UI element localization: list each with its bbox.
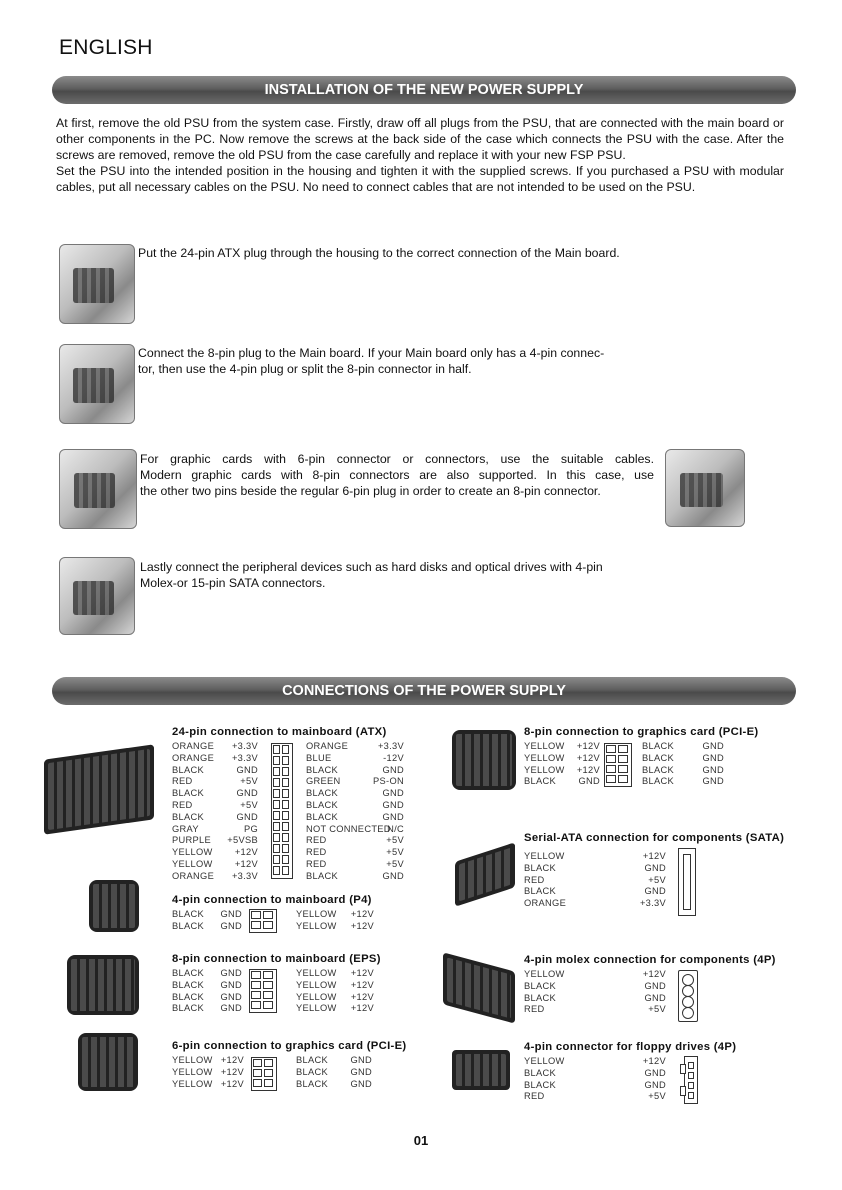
pin-voltage: +12V xyxy=(350,909,374,919)
pin-voltage: GND xyxy=(220,979,242,990)
pin-cell xyxy=(253,1069,262,1077)
wire-color: YELLOW xyxy=(524,969,565,979)
pin-voltage: PG xyxy=(243,823,258,834)
step-4-line-2: Molex-or 15-pin SATA connectors. xyxy=(140,576,326,590)
molex-title: 4-pin molex connection for components (4P) xyxy=(524,954,776,966)
p4-right-pin-table xyxy=(296,909,374,933)
pin-voltage: +12V xyxy=(576,741,600,751)
wire-color: YELLOW xyxy=(296,991,337,1002)
atx24-pin-diagram xyxy=(271,743,291,881)
pin-cell xyxy=(606,755,616,763)
pin-voltage: GND xyxy=(220,991,242,1002)
wire-color: YELLOW xyxy=(524,1056,565,1066)
pin-row xyxy=(306,753,404,765)
pin-voltage: GND xyxy=(644,1067,666,1078)
pin-cell xyxy=(251,991,261,999)
pin-row xyxy=(524,765,600,777)
pin-row xyxy=(172,741,258,753)
pin-row xyxy=(172,968,242,980)
pin-cell xyxy=(273,800,280,809)
pin-row xyxy=(306,765,404,777)
wire-color: GRAY xyxy=(172,823,199,834)
pin-row xyxy=(306,788,404,800)
pin-cell xyxy=(273,778,280,787)
pin-row xyxy=(172,1079,244,1091)
pin-voltage: +12V xyxy=(234,858,258,869)
intro-paragraph-1: At first, remove the old PSU from the system case. Firstly, draw off all plugs from the PSU, that are connected with the main board or other components in the PC. Now remove the screws at the back side of the case which connects the PSU with the case. After the screws are removed, remove the old PSU from the case carefully and replace it with your new FSP PSU. xyxy=(56,116,784,162)
pcie6-right-pin-table xyxy=(296,1055,372,1090)
pin-row xyxy=(172,1003,242,1015)
pin-row xyxy=(642,776,724,788)
pin-voltage: +5V xyxy=(386,858,404,869)
pin-cell xyxy=(253,1079,262,1087)
pcie8-right-pin-table xyxy=(642,741,724,788)
pin-voltage: GND xyxy=(236,764,258,775)
wire-color: RED xyxy=(306,847,327,858)
wire-color: BLACK xyxy=(306,811,338,822)
eight-pin-graphics-photo xyxy=(665,449,745,527)
pcie6-left-pin-table xyxy=(172,1055,244,1090)
pin-voltage: +12V xyxy=(576,752,600,763)
pin-row xyxy=(306,835,404,847)
pin-row xyxy=(172,765,258,777)
pin-voltage: +3.3V xyxy=(377,741,404,751)
pcie6-pin-diagram xyxy=(251,1057,281,1090)
pin-voltage: GND xyxy=(702,741,724,751)
pin-voltage: +3.3V xyxy=(231,741,258,751)
pin-voltage: GND xyxy=(350,1055,372,1065)
step-1-text: Put the 24-pin ATX plug through the housing to the correct connection of the Main board. xyxy=(138,246,620,260)
pin-cell xyxy=(273,767,280,776)
pin-cell xyxy=(273,745,280,754)
eps8-title: 8-pin connection to mainboard (EPS) xyxy=(172,953,381,965)
wire-color: RED xyxy=(306,858,327,869)
pin-cell xyxy=(273,822,280,831)
pin-cell xyxy=(273,833,280,842)
pin-row xyxy=(524,875,666,887)
wire-color: RED xyxy=(524,1091,545,1102)
wire-color: RED xyxy=(524,874,545,885)
pin-cell xyxy=(606,765,616,773)
pin-cell xyxy=(618,755,628,763)
wire-color: BLACK xyxy=(524,776,556,787)
peripheral-connector-photo xyxy=(59,557,135,635)
pin-row xyxy=(296,1055,372,1067)
pin-cell xyxy=(282,833,289,842)
pin-row xyxy=(642,765,724,777)
sata-pin-diagram xyxy=(678,848,696,916)
pin-voltage: GND xyxy=(236,788,258,799)
pin-row xyxy=(524,981,666,993)
pin-voltage: +12V xyxy=(220,1066,244,1077)
pin-row xyxy=(306,741,404,753)
pin-voltage: +12V xyxy=(220,1055,244,1065)
atx24-title: 24-pin connection to mainboard (ATX) xyxy=(172,726,387,738)
pin-voltage: +3.3V xyxy=(231,870,258,881)
pin-row xyxy=(306,776,404,788)
wire-color: GREEN xyxy=(306,776,341,787)
wire-color: YELLOW xyxy=(524,764,565,775)
pcie8-left-pin-table xyxy=(524,741,600,788)
wire-color: PURPLE xyxy=(172,835,212,846)
step-2-line-1: Connect the 8-pin plug to the Main board. If your Main board only has a 4-pin connec- xyxy=(138,346,605,360)
pin-row xyxy=(172,992,242,1004)
pin-voltage: GND xyxy=(382,788,404,799)
pin-cell xyxy=(251,921,261,929)
pin-cell xyxy=(263,991,273,999)
eps8-right-pin-table xyxy=(296,968,374,1015)
pin-row xyxy=(172,800,258,812)
wire-color: BLACK xyxy=(306,764,338,775)
wire-color: BLACK xyxy=(524,1079,556,1090)
step-3-line-2: Modern graphic cards with 8-pin connectors are also supported. In this case, use xyxy=(140,468,654,482)
pin-cell xyxy=(253,1059,262,1067)
pin-row xyxy=(306,859,404,871)
wire-color: YELLOW xyxy=(296,968,337,978)
wire-color: BLACK xyxy=(296,1055,328,1065)
pin-voltage: +5V xyxy=(648,874,666,885)
language-heading: ENGLISH xyxy=(59,36,153,59)
wire-color: YELLOW xyxy=(524,851,565,861)
pin-voltage: +12V xyxy=(642,1056,666,1066)
pin-cell xyxy=(273,756,280,765)
wire-color: BLUE xyxy=(306,752,332,763)
step-3-line-3: the other two pins beside the regular 6-pin plug in order to create an 8-pin connector. xyxy=(140,484,601,498)
pin-row xyxy=(524,776,600,788)
pin-voltage: GND xyxy=(702,764,724,775)
pin-cell xyxy=(282,811,289,820)
pin-row xyxy=(172,921,242,933)
pin-cell xyxy=(263,971,273,979)
pin-cell xyxy=(273,811,280,820)
pin-voltage: +12V xyxy=(576,764,600,775)
pin-row xyxy=(172,859,258,871)
pin-row xyxy=(172,1055,244,1067)
pin-cell xyxy=(263,911,273,919)
sata-title: Serial-ATA connection for components (SATA) xyxy=(524,832,785,844)
pin-row xyxy=(524,969,666,981)
pin-voltage: +5VSB xyxy=(227,835,258,846)
eight-pin-plug-photo xyxy=(59,344,135,424)
molex-pin-diagram xyxy=(678,970,698,1022)
pin-row xyxy=(172,847,258,859)
pin-row xyxy=(524,1091,666,1103)
pin-voltage: GND xyxy=(220,920,242,931)
p4-pin-diagram xyxy=(249,909,281,931)
pin-row xyxy=(172,812,258,824)
pin-row xyxy=(306,800,404,812)
wire-color: BLACK xyxy=(172,968,204,978)
pin-row xyxy=(172,980,242,992)
pin-row xyxy=(524,1004,666,1016)
wire-color: BLACK xyxy=(524,992,556,1003)
pin-voltage: GND xyxy=(350,1078,372,1089)
wire-color: YELLOW xyxy=(172,858,213,869)
pin-row xyxy=(524,993,666,1005)
pin-voltage: GND xyxy=(644,980,666,991)
pin-voltage: GND xyxy=(220,968,242,978)
wire-color: RED xyxy=(172,799,193,810)
floppy-pin-table xyxy=(524,1056,666,1103)
molex-connector-image xyxy=(443,952,515,1023)
pin-voltage: GND xyxy=(578,776,600,787)
pin-voltage: +5V xyxy=(240,776,258,787)
pin-voltage: +12V xyxy=(350,991,374,1002)
pin-cell xyxy=(618,775,628,783)
atx-plug-photo xyxy=(59,244,135,324)
wire-color: BLACK xyxy=(524,980,556,991)
pin-voltage: GND xyxy=(382,764,404,775)
molex-pin-table xyxy=(524,969,666,1016)
wire-color: YELLOW xyxy=(296,909,337,919)
floppy-connector-image xyxy=(452,1050,510,1090)
pin-cell xyxy=(263,1001,273,1009)
pin-cell xyxy=(282,756,289,765)
pin-cell xyxy=(263,981,273,989)
pin-row xyxy=(524,1068,666,1080)
step-3-text xyxy=(140,451,654,499)
page-number: 01 xyxy=(413,1133,429,1148)
wire-color: BLACK xyxy=(642,752,674,763)
atx24-connector-image xyxy=(44,744,154,834)
pin-row xyxy=(524,741,600,753)
pin-cell xyxy=(618,745,628,753)
pin-voltage: +12V xyxy=(350,968,374,978)
pin-row xyxy=(172,871,258,883)
sata-connector-image xyxy=(455,842,515,906)
pin-row xyxy=(296,968,374,980)
pin-cell xyxy=(606,745,616,753)
pin-row xyxy=(296,992,374,1004)
wire-color: BLACK xyxy=(524,862,556,873)
pin-voltage: +12V xyxy=(350,920,374,931)
wire-color: ORANGE xyxy=(172,870,215,881)
installation-intro xyxy=(56,115,784,195)
pin-voltage: +5V xyxy=(648,1091,666,1102)
pin-row xyxy=(296,1003,374,1015)
pcie8-title: 8-pin connection to graphics card (PCI-E) xyxy=(524,726,759,738)
wire-color: BLACK xyxy=(172,788,204,799)
floppy-pin-diagram xyxy=(680,1056,702,1104)
pin-voltage: +12V xyxy=(220,1078,244,1089)
pin-row xyxy=(524,863,666,875)
wire-color: BLACK xyxy=(306,799,338,810)
wire-color: YELLOW xyxy=(172,1055,213,1065)
wire-color: RED xyxy=(524,1004,545,1015)
pin-cell xyxy=(264,1059,273,1067)
pin-voltage: GND xyxy=(644,992,666,1003)
wire-color: YELLOW xyxy=(296,920,337,931)
pin-row xyxy=(524,1080,666,1092)
pin-row xyxy=(172,909,242,921)
step-2-line-2: tor, then use the 4-pin plug or split the 8-pin connector in half. xyxy=(138,362,472,376)
wire-color: BLACK xyxy=(642,741,674,751)
wire-color: RED xyxy=(172,776,193,787)
pin-row xyxy=(172,753,258,765)
wire-color: BLACK xyxy=(642,764,674,775)
pin-voltage: +5V xyxy=(648,1004,666,1015)
pin-cell xyxy=(282,866,289,875)
pin-cell xyxy=(282,778,289,787)
pin-cell xyxy=(282,855,289,864)
wire-color: YELLOW xyxy=(172,1078,213,1089)
pin-voltage: +3.3V xyxy=(231,752,258,763)
pin-row xyxy=(524,886,666,898)
wire-color: YELLOW xyxy=(524,741,565,751)
pin-row xyxy=(642,741,724,753)
atx24-right-pin-table xyxy=(306,741,404,883)
pin-row xyxy=(306,847,404,859)
wire-color: BLACK xyxy=(172,811,204,822)
wire-color: RED xyxy=(306,835,327,846)
step-4-line-1: Lastly connect the peripheral devices such as hard disks and optical drives with 4-pin xyxy=(140,560,603,574)
pin-voltage: GND xyxy=(236,811,258,822)
pin-voltage: N/C xyxy=(387,823,404,834)
floppy-title: 4-pin connector for floppy drives (4P) xyxy=(524,1041,737,1053)
pin-voltage: -12V xyxy=(383,752,404,763)
pin-row xyxy=(306,812,404,824)
p4-connector-image xyxy=(89,880,139,932)
pin-row xyxy=(296,909,374,921)
pin-cell xyxy=(264,1069,273,1077)
pin-cell xyxy=(273,844,280,853)
pin-cell xyxy=(282,789,289,798)
pin-voltage: +5V xyxy=(386,835,404,846)
pin-row xyxy=(306,824,404,836)
pin-voltage: PS-ON xyxy=(373,776,404,787)
pin-voltage: GND xyxy=(702,776,724,787)
wire-color: BLACK xyxy=(172,764,204,775)
wire-color: YELLOW xyxy=(524,752,565,763)
pin-row xyxy=(172,788,258,800)
sata-pin-table xyxy=(524,851,666,910)
pcie8-pin-diagram xyxy=(604,743,638,788)
pin-row xyxy=(296,921,374,933)
pin-voltage: GND xyxy=(644,862,666,873)
installation-section-banner: INSTALLATION OF THE NEW POWER SUPPLY xyxy=(52,76,796,104)
wire-color: BLACK xyxy=(172,1003,204,1014)
pin-cell xyxy=(282,767,289,776)
pin-row xyxy=(524,898,666,910)
pin-voltage: GND xyxy=(382,811,404,822)
pin-row xyxy=(296,980,374,992)
wire-color: BLACK xyxy=(172,920,204,931)
wire-color: BLACK xyxy=(296,1078,328,1089)
wire-color: BLACK xyxy=(172,979,204,990)
wire-color: YELLOW xyxy=(172,847,213,858)
wire-color: BLACK xyxy=(306,788,338,799)
wire-color: BLACK xyxy=(172,991,204,1002)
wire-color: BLACK xyxy=(306,870,338,881)
pin-row xyxy=(524,753,600,765)
eps8-connector-image xyxy=(67,955,139,1015)
p4-title: 4-pin connection to mainboard (P4) xyxy=(172,894,372,906)
pin-voltage: GND xyxy=(220,1003,242,1014)
pin-cell xyxy=(251,981,261,989)
pin-voltage: +5V xyxy=(240,799,258,810)
pcie6-title: 6-pin connection to graphics card (PCI-E) xyxy=(172,1040,407,1052)
pin-cell xyxy=(282,745,289,754)
pin-row xyxy=(172,824,258,836)
connections-section-banner: CONNECTIONS OF THE POWER SUPPLY xyxy=(52,677,796,705)
pin-row xyxy=(296,1067,372,1079)
pcie6-connector-image xyxy=(78,1033,138,1091)
pin-cell xyxy=(264,1079,273,1087)
pin-row xyxy=(172,776,258,788)
wire-color: BLACK xyxy=(296,1066,328,1077)
pin-row xyxy=(642,753,724,765)
pin-cell xyxy=(273,855,280,864)
step-4-text xyxy=(140,559,603,591)
intro-paragraph-2: Set the PSU into the intended position in the housing and tighten it with the supplied screws. If you purchased a PSU with modular cables, put all necessary cables on the PSU. No need to connect cables that are not intended to be used on the PSU. xyxy=(56,164,784,194)
wire-color: ORANGE xyxy=(172,741,215,751)
pin-cell xyxy=(273,866,280,875)
pin-cell xyxy=(282,800,289,809)
pin-cell xyxy=(251,971,261,979)
pin-row xyxy=(524,1056,666,1068)
wire-color: BLACK xyxy=(524,886,556,897)
pin-cell xyxy=(263,921,273,929)
pin-cell xyxy=(273,789,280,798)
pin-voltage: +3.3V xyxy=(639,898,666,909)
eps8-pin-diagram xyxy=(249,969,281,1015)
step-3-line-1: For graphic cards with 6-pin connector or connectors, use the suitable cables. xyxy=(140,452,654,466)
pin-voltage: +12V xyxy=(350,1003,374,1014)
pin-voltage: +12V xyxy=(642,969,666,979)
graphics-card-cable-photo xyxy=(59,449,137,529)
pin-row xyxy=(296,1079,372,1091)
pin-cell xyxy=(618,765,628,773)
pin-row xyxy=(524,851,666,863)
pin-cell xyxy=(251,1001,261,1009)
pin-cell xyxy=(251,911,261,919)
step-2-text xyxy=(138,345,604,377)
wire-color: YELLOW xyxy=(296,1003,337,1014)
wire-color: ORANGE xyxy=(524,898,567,909)
wire-color: YELLOW xyxy=(172,1066,213,1077)
pin-voltage: GND xyxy=(382,870,404,881)
wire-color: BLACK xyxy=(172,909,204,919)
pin-cell xyxy=(282,822,289,831)
atx24-left-pin-table xyxy=(172,741,258,883)
wire-color: YELLOW xyxy=(296,979,337,990)
pin-row xyxy=(172,835,258,847)
wire-color: ORANGE xyxy=(172,752,215,763)
pin-cell xyxy=(282,844,289,853)
pin-voltage: GND xyxy=(220,909,242,919)
wire-color: NOT CONNECTED xyxy=(306,823,391,834)
wire-color: ORANGE xyxy=(306,741,349,751)
pin-cell xyxy=(606,775,616,783)
pin-voltage: GND xyxy=(644,1079,666,1090)
pin-voltage: +12V xyxy=(350,979,374,990)
pin-row xyxy=(172,1067,244,1079)
pin-voltage: +12V xyxy=(234,847,258,858)
pin-voltage: GND xyxy=(382,799,404,810)
pin-voltage: GND xyxy=(644,886,666,897)
pcie8-connector-image xyxy=(452,730,516,790)
wire-color: BLACK xyxy=(524,1067,556,1078)
pin-voltage: GND xyxy=(350,1066,372,1077)
pin-voltage: +12V xyxy=(642,851,666,861)
pin-row xyxy=(306,871,404,883)
pin-voltage: GND xyxy=(702,752,724,763)
pin-voltage: +5V xyxy=(386,847,404,858)
eps8-left-pin-table xyxy=(172,968,242,1015)
p4-left-pin-table xyxy=(172,909,242,933)
wire-color: BLACK xyxy=(642,776,674,787)
